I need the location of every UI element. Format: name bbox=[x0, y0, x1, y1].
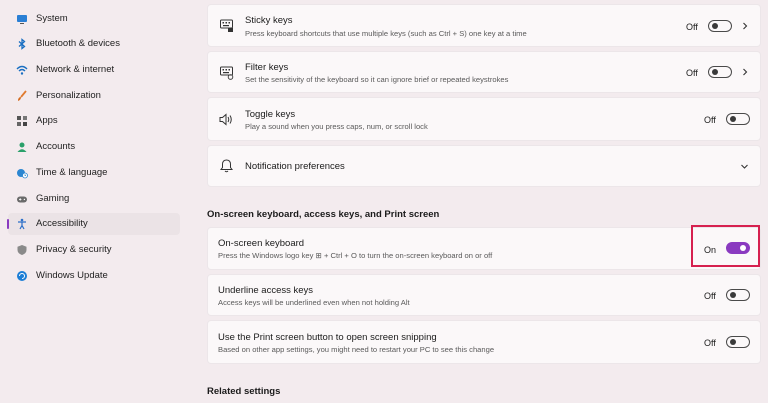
sticky-keys-desc: Press keyboard shortcuts that use multiple keys (such as Ctrl + S) one key at a time bbox=[245, 29, 527, 38]
filter-keys-desc: Set the sensitivity of the keyboard so it can ignore brief or repeated keystrokes bbox=[245, 75, 509, 84]
sidebar-item-accessibility[interactable] bbox=[8, 213, 180, 235]
monitor-icon bbox=[16, 13, 28, 25]
gamepad-icon bbox=[16, 193, 28, 205]
sidebar-item-accounts[interactable] bbox=[8, 136, 180, 158]
sticky-keys-title: Sticky keys bbox=[245, 15, 293, 26]
print-screen-state: Off bbox=[704, 338, 716, 348]
underline-access-keys-toggle[interactable] bbox=[726, 289, 750, 301]
print-screen-card bbox=[207, 320, 761, 364]
filter-keys-state: Off bbox=[686, 68, 698, 78]
toggle-keys-card bbox=[207, 97, 761, 141]
apps-icon bbox=[16, 115, 28, 127]
filter-keys-card[interactable] bbox=[207, 51, 761, 93]
sticky-keys-card[interactable] bbox=[207, 4, 761, 47]
sidebar-item-gaming[interactable] bbox=[8, 188, 180, 210]
bell-icon bbox=[220, 159, 233, 173]
toggle-keys-desc: Play a sound when you press caps, num, or scroll lock bbox=[245, 122, 428, 131]
print-screen-toggle[interactable] bbox=[726, 336, 750, 348]
sidebar-item-label: Bluetooth & devices bbox=[36, 38, 120, 49]
sidebar-item-label: Accounts bbox=[36, 141, 76, 152]
highlight-box bbox=[691, 225, 760, 267]
sidebar-item-label: Apps bbox=[36, 115, 58, 126]
underline-access-keys-desc: Access keys will be underlined even when not holding Alt bbox=[218, 298, 410, 307]
related-settings-heading: Related settings bbox=[207, 386, 281, 397]
chevron-right-icon[interactable] bbox=[741, 22, 749, 30]
print-screen-desc: Based on other app settings, you might need to restart your PC to see this change bbox=[218, 345, 495, 354]
sidebar-item-time-language[interactable] bbox=[8, 162, 180, 184]
on-screen-keyboard-state: On bbox=[704, 245, 717, 255]
sidebar-item-label: Personalization bbox=[36, 90, 101, 101]
underline-access-keys-state: Off bbox=[704, 291, 716, 301]
notification-preferences-title: Notification preferences bbox=[245, 161, 345, 172]
filter-keys-title: Filter keys bbox=[245, 62, 289, 73]
accessibility-icon bbox=[16, 218, 28, 230]
sidebar-item-label: Gaming bbox=[36, 193, 70, 204]
sticky-keys-toggle[interactable] bbox=[708, 20, 732, 32]
sidebar-item-label: Accessibility bbox=[36, 218, 88, 229]
filter-keys-toggle[interactable] bbox=[708, 66, 732, 78]
sidebar-item-windows-update[interactable] bbox=[8, 265, 180, 287]
globe-clock-icon bbox=[16, 167, 28, 179]
toggle-keys-toggle[interactable] bbox=[726, 113, 750, 125]
underline-access-keys-title: Underline access keys bbox=[218, 285, 314, 296]
sidebar-item-label: Time & language bbox=[36, 167, 108, 178]
print-screen-title: Use the Print screen button to open screen snipping bbox=[218, 332, 437, 343]
sidebar-item-network[interactable] bbox=[8, 59, 180, 81]
on-screen-keyboard-card bbox=[207, 227, 761, 270]
on-screen-keyboard-desc: Press the Windows logo key ⊞ + Ctrl + O to turn the on-screen keyboard on or off bbox=[218, 251, 493, 260]
bluetooth-icon bbox=[16, 38, 28, 50]
shield-icon bbox=[16, 244, 28, 256]
brush-icon bbox=[16, 90, 28, 102]
on-screen-keyboard-title: On-screen keyboard bbox=[218, 238, 305, 249]
speaker-icon bbox=[219, 113, 234, 126]
sidebar-item-label: Network & internet bbox=[36, 64, 115, 75]
chevron-right-icon[interactable] bbox=[741, 68, 749, 76]
chevron-down-icon[interactable] bbox=[740, 162, 749, 171]
section-heading: On-screen keyboard, access keys, and Print screen bbox=[207, 209, 440, 220]
person-icon bbox=[16, 141, 28, 153]
sidebar-item-privacy[interactable] bbox=[8, 239, 180, 261]
keyboard-filter-icon bbox=[220, 66, 234, 80]
sidebar-item-label: System bbox=[36, 13, 68, 24]
sidebar-item-bluetooth[interactable] bbox=[8, 33, 180, 55]
keyboard-icon bbox=[220, 19, 234, 33]
sidebar-item-system[interactable] bbox=[8, 8, 180, 30]
toggle-keys-state: Off bbox=[704, 115, 716, 125]
sidebar-item-apps[interactable] bbox=[8, 110, 180, 132]
sidebar-item-label: Windows Update bbox=[36, 270, 108, 281]
underline-access-keys-card bbox=[207, 274, 761, 316]
update-icon bbox=[16, 270, 28, 282]
toggle-keys-title: Toggle keys bbox=[245, 109, 296, 120]
sidebar-item-personalization[interactable] bbox=[8, 85, 180, 107]
sidebar-nav bbox=[0, 0, 190, 403]
notification-preferences-card[interactable] bbox=[207, 145, 761, 187]
sticky-keys-state: Off bbox=[686, 22, 698, 32]
wifi-icon bbox=[16, 64, 28, 76]
sidebar-item-label: Privacy & security bbox=[36, 244, 112, 255]
